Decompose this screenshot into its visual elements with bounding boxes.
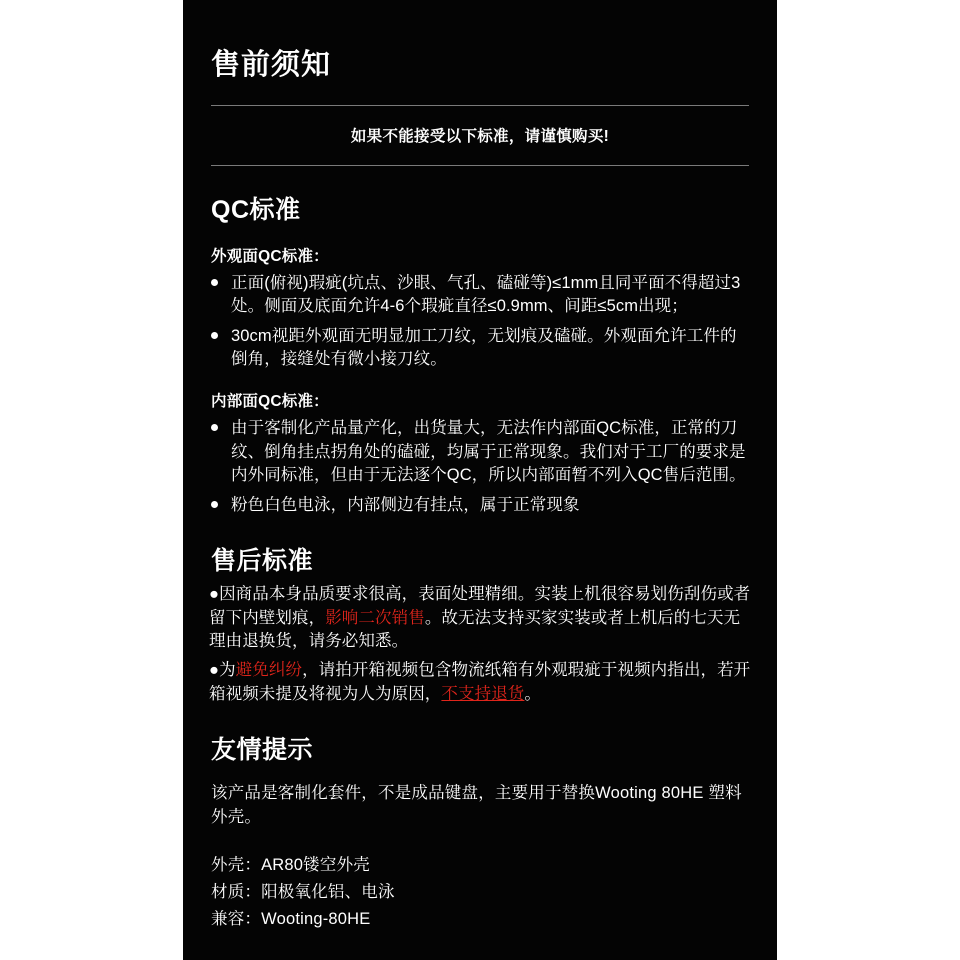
after-sales-p1-part-a: ●因商品本身品质要求很高，表面处理精细。实装上机很容易划伤刮伤或者留下内壁划痕， xyxy=(209,585,751,627)
list-item-text: 30cm视距外观面无明显加工刀纹，无划痕及磕碰。外观面允许工件的倒角，接缝处有微小接刀纹。 xyxy=(231,326,737,369)
purchase-warning: 如果不能接受以下标准，请谨慎购买! xyxy=(350,127,610,145)
after-sales-paragraph-2 xyxy=(209,659,751,706)
section-heading-qc: QC标准 xyxy=(211,195,301,224)
after-sales-p2-part-c: 。 xyxy=(524,684,542,703)
bullet-dot-icon xyxy=(211,279,218,286)
list-item xyxy=(209,494,751,517)
product-notice-poster xyxy=(183,0,777,960)
subheading-exterior-qc: 外观面QC标准： xyxy=(211,247,329,265)
section-heading-after-sales: 售后标准 xyxy=(211,547,314,576)
list-item-text: 粉色白色电泳，内部侧边有挂点，属于正常现象 xyxy=(231,495,580,514)
bullet-dot-icon xyxy=(211,332,218,339)
list-item-text: 正面(俯视)瑕疵(坑点、沙眼、气孔、磕碰等)≤1mm且同平面不得超过3处。侧面及底面允许4-6个瑕疵直径≤0.9mm、间距≤5cm出现； xyxy=(231,273,741,316)
list-item xyxy=(209,417,751,487)
list-item-text: 由于客制化产品量产化，出货量大，无法作内部面QC标准，正常的刀纹、倒角挂点拐角处的磕碰，均属于正常现象。我们对于工厂的要求是内外同标准，但由于无法逐个QC，所以内部面暂不列入QC售后范围。 xyxy=(231,419,746,485)
page-title: 售前须知 xyxy=(211,49,332,81)
divider-bottom xyxy=(211,165,749,166)
list-item xyxy=(209,325,751,372)
subheading-interior-qc: 内部面QC标准： xyxy=(211,393,329,411)
bullet-dot-icon xyxy=(211,424,218,431)
after-sales-p2-part-b: ，请拍开箱视频包含物流纸箱有外观瑕疵于视频内指出，若开箱视频未提及将视为人为原因， xyxy=(209,661,751,703)
after-sales-p2-part-a: ●为 xyxy=(209,661,236,680)
spec-list xyxy=(211,852,751,932)
after-sales-paragraph-1 xyxy=(209,583,751,653)
bullet-dot-icon xyxy=(211,501,218,508)
after-sales-p2-highlight-2: 不支持退货 xyxy=(441,684,525,703)
after-sales-p2-highlight-1: 避免纠纷 xyxy=(235,661,303,680)
poster-inner xyxy=(209,48,751,932)
spec-row-compatibility: 兼容：Wooting-80HE xyxy=(211,909,371,928)
spec-row-material: 材质：阳极氧化铝、电泳 xyxy=(211,882,395,901)
list-item xyxy=(209,272,751,319)
spec-row-shell: 外壳：AR80镂空外壳 xyxy=(211,856,370,875)
section-heading-tips: 友情提示 xyxy=(211,736,314,765)
after-sales-p1-highlight: 影响二次销售 xyxy=(325,608,425,627)
divider-top xyxy=(211,105,749,106)
after-sales-p1-part-b: 。故无法支持买家实装或者上机后的七天无理由退换货，请务必知悉。 xyxy=(209,608,741,651)
tips-body-text: 该产品是客制化套件，不是成品键盘，主要用于替换Wooting 80HE 塑料外壳。 xyxy=(211,784,742,827)
interior-qc-bullets xyxy=(209,417,751,517)
exterior-qc-bullets xyxy=(209,272,751,372)
